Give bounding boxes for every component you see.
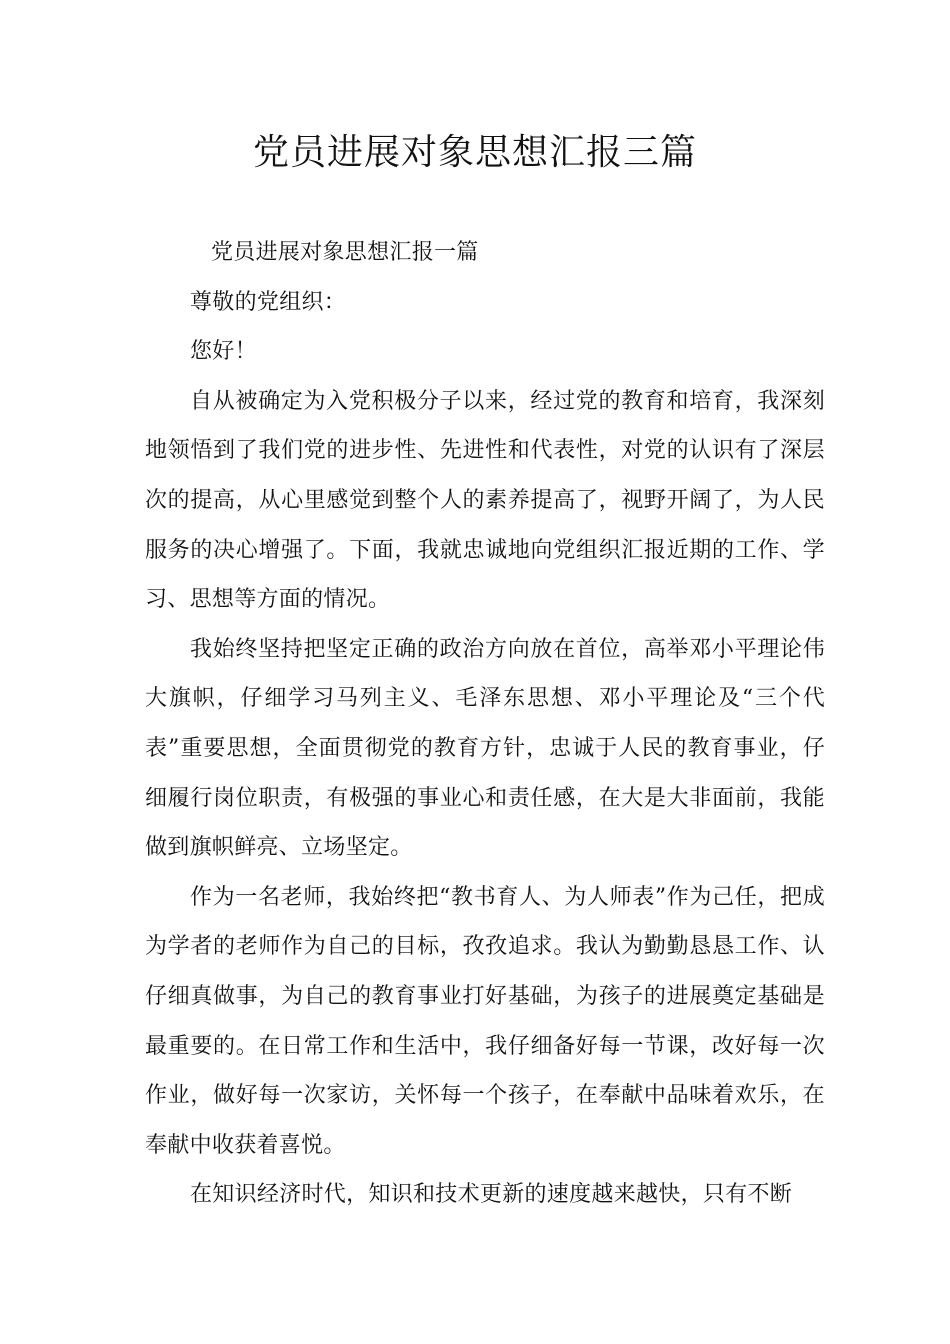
salutation: 尊敬的党组织： bbox=[190, 289, 347, 315]
document-body bbox=[145, 228, 825, 1220]
paragraph: 自从被确定为入党积极分子以来，经过党的教育和培育，我深刻地领悟到了我们党的进步性、先进性和代表性，对党的认识有了深层次的提高，从心里感觉到整个人的素养提高了，视野开阔了，为人民服务的决心增强了。下面，我就忠诚地向党组织汇报近期的工作、学习、思想等方面的情况。 bbox=[145, 388, 825, 613]
paragraph: 作为一名老师，我始终把“教书育人、为人师表”作为己任，把成为学者的老师作为自己的目标，孜孜追求。我认为勤勤恳恳工作、认仔细真做事，为自己的教育事业打好基础，为孩子的进展奠定基础是最重要的。在日常工作和生活中，我仔细备好每一节课，改好每一次作业，做好每一次家访，关怀每一个孩子，在奉献中品味着欢乐，在奉献中收获着喜悦。 bbox=[145, 884, 825, 1158]
greeting: 您好！ bbox=[190, 339, 257, 365]
document-title: 党员进展对象思想汇报三篇 bbox=[252, 132, 697, 173]
paragraph: 在知识经济时代，知识和技术更新的速度越来越快，只有不断 bbox=[190, 1182, 793, 1208]
section-heading: 党员进展对象思想汇报一篇 bbox=[211, 240, 479, 265]
paragraph: 我始终坚持把坚定正确的政治方向放在首位，高举邓小平理论伟大旗帜，仔细学习马列主义、毛泽东思想、邓小平理论及“三个代表”重要思想，全面贯彻党的教育方针，忠诚于人民的教育事业，仔细履行岗位职责，有极强的事业心和责任感，在大是大非面前，我能做到旗帜鲜亮、立场坚定。 bbox=[145, 636, 825, 861]
